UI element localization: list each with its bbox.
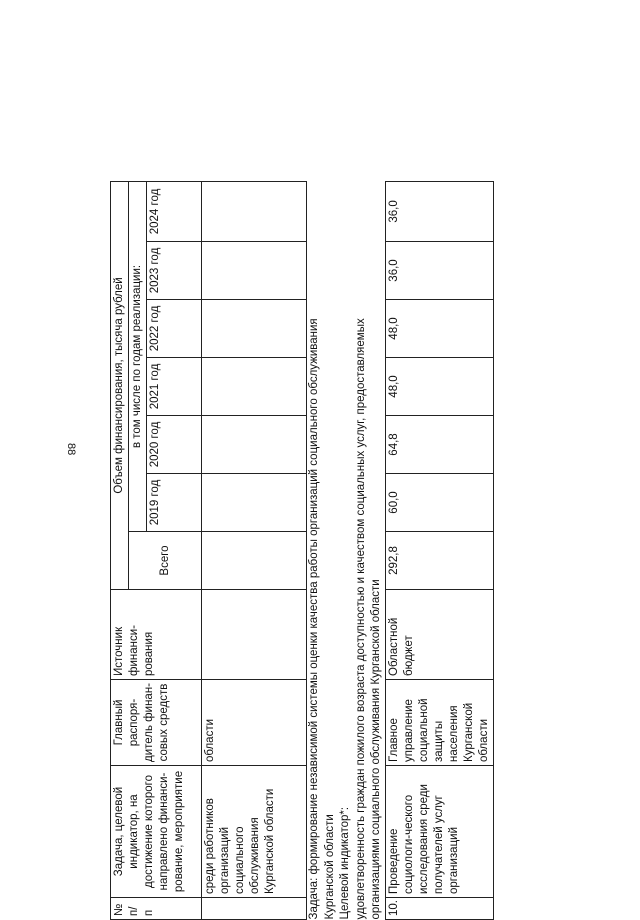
header-year: 2023 год — [147, 242, 202, 300]
header-volume: Объем финансирования, тысяча рублей — [111, 181, 129, 589]
header-row-1 — [111, 181, 129, 919]
financing-table — [110, 181, 494, 920]
row-year-value: 48,0 — [385, 300, 493, 358]
task-line: удовлетворенность граждан пожилого возраста доступностью и качеством социальных услуг, предоставляемых — [354, 318, 367, 920]
page-number: 88 — [65, 443, 77, 456]
header-year: 2024 год — [147, 181, 202, 241]
cont-task: среди работников организаций социального обслуживания Курганской области — [202, 766, 307, 898]
task-line: Целевой индикатор*: — [339, 806, 351, 920]
cont-year — [202, 474, 307, 532]
cont-year — [202, 416, 307, 474]
task-cell — [307, 181, 386, 919]
row-year-value: 64,8 — [385, 416, 493, 474]
header-by-years: в том числе по годам реализации: — [129, 181, 147, 531]
task-line: Курганской области — [323, 814, 336, 920]
header-task: Задача, целевой индикатор, на достижение которого направлено финанси-рование, мероприятие — [111, 766, 202, 898]
task-row — [307, 181, 386, 919]
continuation-row — [202, 181, 307, 919]
row-year-value: 36,0 — [385, 242, 493, 300]
row-num: 10. — [385, 898, 493, 920]
header-source: Источник финанси-рования — [111, 590, 202, 680]
cont-year — [202, 242, 307, 300]
rotated-table-block — [110, 60, 490, 920]
row-year-value: 48,0 — [385, 358, 493, 416]
row-year-value: 36,0 — [385, 181, 493, 241]
header-year: 2020 год — [147, 416, 202, 474]
cont-num — [202, 898, 307, 920]
row-manager: Главное управление социальной защиты населения Курганской области — [385, 680, 493, 766]
task-line: Задача: формирование независимой системы оценки качества работы организаций социального обслуживания — [308, 318, 320, 920]
cont-total — [202, 532, 307, 590]
cont-manager: области — [202, 680, 307, 766]
row-source: Областной бюджет — [385, 590, 493, 680]
header-year: 2021 год — [147, 358, 202, 416]
cont-year — [202, 358, 307, 416]
cont-year — [202, 181, 307, 241]
row-task: Проведение социологи-ческого исследования среди получателей услуг организаций — [385, 766, 493, 898]
header-year: 2019 год — [147, 474, 202, 532]
row-10 — [385, 181, 493, 919]
cont-year — [202, 300, 307, 358]
row-year-value: 60,0 — [385, 474, 493, 532]
header-manager: Главный распоря-дитель финан-совых средств — [111, 680, 202, 766]
header-total: Всего — [129, 532, 202, 590]
cont-source — [202, 590, 307, 680]
header-year: 2022 год — [147, 300, 202, 358]
task-line: организациями социального обслуживания Курганской области — [370, 579, 382, 920]
row-total: 292,8 — [385, 532, 493, 590]
header-num: № п/п — [111, 898, 202, 920]
